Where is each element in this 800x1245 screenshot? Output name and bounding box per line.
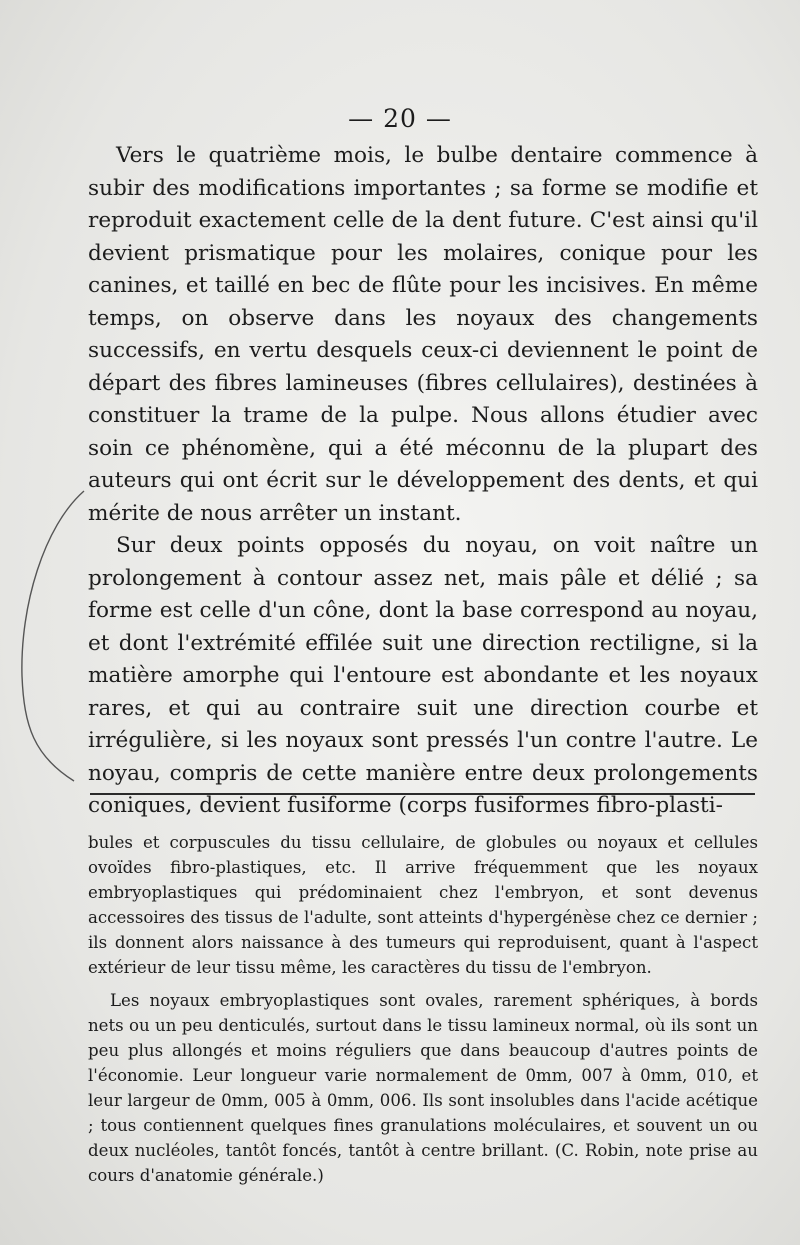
main-text: [88, 140, 758, 823]
footnote-paragraph: Les noyaux embryoplastiques sont ovales, rarement sphériques, à bords nets ou un peu denticulés, surtout dans le tissu lamineux normal, où ils sont un peu plus allongés et moins réguliers que dans beaucoup d'autres points de l'économie. Leur longueur varie normalement de 0mm, 007 à 0mm, 010, et leur largeur de 0mm, 005 à 0mm, 006. Ils sont insolubles dans l'acide acétique ; tous contiennent quelques fines granulations moléculaires, et souvent un ou deux nucléoles, tantôt foncés, tantôt à centre brillant. (C. Robin, note prise au cours d'anatomie générale.): [88, 991, 758, 1185]
footnote-divider: [90, 793, 755, 795]
margin-bracket-mark: [14, 486, 94, 786]
footnote-paragraph: bules et corpuscules du tissu cellulaire, de globules ou noyaux et cellules ovoïdes fibro-plastiques, etc. Il arrive fréquemment que les noyaux embryoplastiques qui prédominaient chez l'embryon, et sont devenus accessoires des tissus de l'adulte, sont atteints d'hypergénèse chez ce dernier ; ils donnent alors naissance à des tumeurs qui reproduisent, quant à l'aspect extérieur de leur tissu même, les caractères du tissu de l'embryon.: [88, 833, 758, 977]
page-number: — 20 —: [348, 104, 452, 133]
footnotes: [88, 830, 758, 1188]
paragraph: Vers le quatrième mois, le bulbe dentaire commence à subir des modifications importantes ; sa forme se modifie et reproduit exactement celle de la dent future. C'est ainsi qu'il devient prismatique pour les molaires, conique pour les canines, et taillé en bec de flûte pour les incisives. En même temps, on observe dans les noyaux des changements successifs, en vertu desquels ceux-ci deviennent le point de départ des fibres lamineuses (fibres cellulaires), destinées à constituer la trame de la pulpe. Nous allons étudier avec soin ce phénomène, qui a été méconnu de la plupart des auteurs qui ont écrit sur le développement des dents, et qui mérite de nous arrêter un instant.: [88, 143, 758, 526]
paragraph: Sur deux points opposés du noyau, on voit naître un prolongement à contour assez net, mais pâle et délié ; sa forme est celle d'un cône, dont la base correspond au noyau, et dont l'extrémité effilée suit une direction rectiligne, si la matière amorphe qui l'entoure est abondante et les noyaux rares, et qui au contraire suit une direction courbe et irrégulière, si les noyaux sont pressés l'un contre l'autre. Le noyau, compris de cette manière entre deux prolongements coniques, devient fusiforme (corps fusiformes fibro-plasti-: [88, 533, 758, 818]
